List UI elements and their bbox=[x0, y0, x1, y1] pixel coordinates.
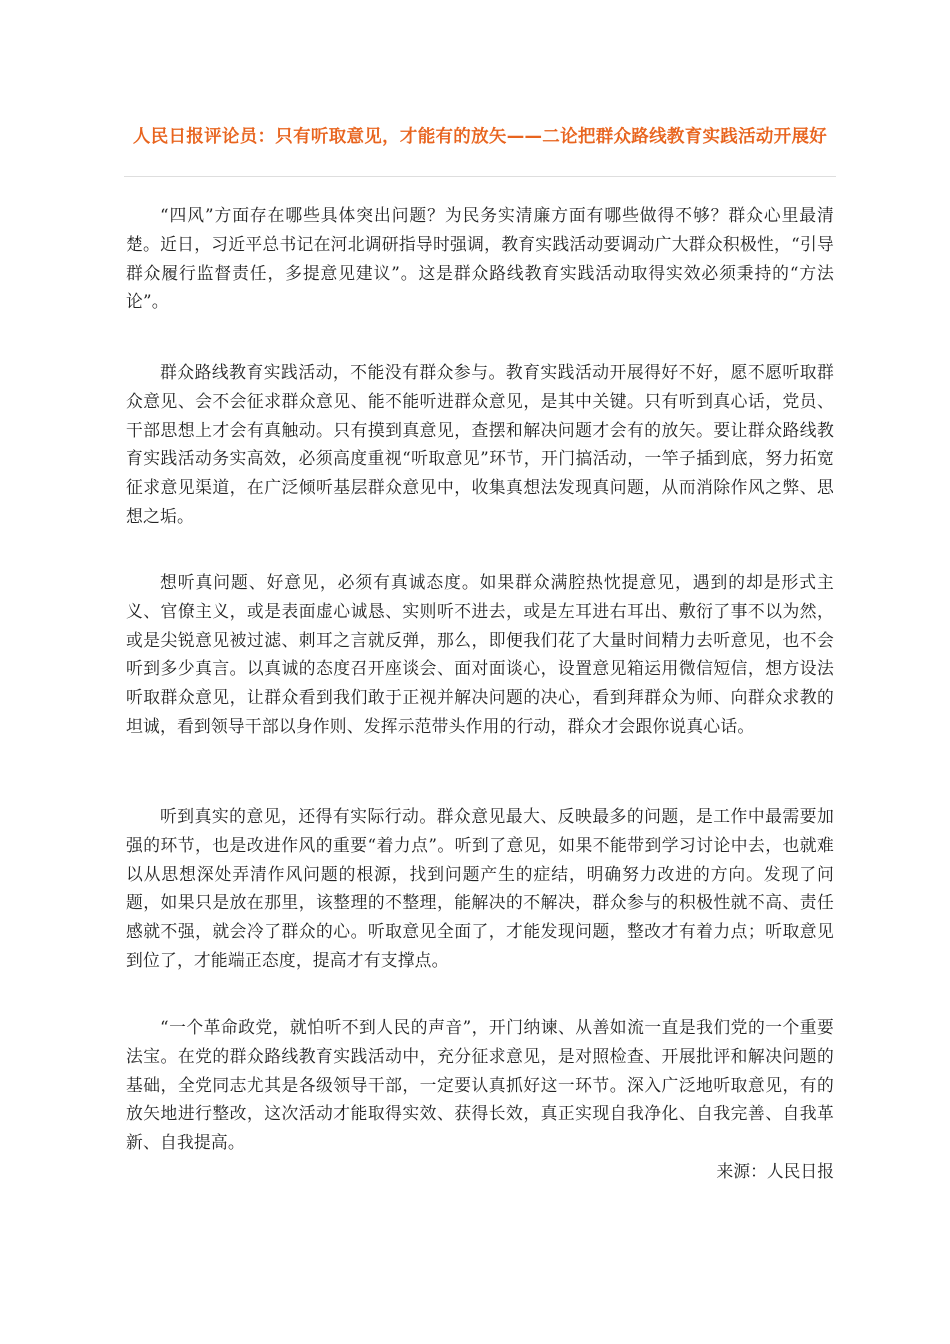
article-source: 来源：人民日报 bbox=[716, 1161, 834, 1181]
paragraph-4: 听到真实的意见，还得有实际行动。群众意见最大、反映最多的问题，是工作中最需要加强的环节，也是改进作风的重要“着力点”。听到了意见，如果不能带到学习讨论中去，也就难以从思想深处弄清作风问题的根源，找到问题产生的症结，明确努力改进的方向。发现了问题，如果只是放在那里，该整理的不整理，能解决的不解决，群众参与的积极性就不高、责任感就不强，就会冷了群众的心。听取意见全面了，才能发现问题，整改才有着力点；听取意见到位了，才能端正态度，提高才有支撑点。 bbox=[126, 806, 834, 970]
paragraph-5: “一个革命政党，就怕听不到人民的声音”，开门纳谏、从善如流一直是我们党的一个重要法宝。在党的群众路线教育实践活动中，充分征求意见，是对照检查、开展批评和解决问题的基础，全党同志尤其是各级领导干部，一定要认真抓好这一环节。深入广泛地听取意见，有的放矢地进行整改，这次活动才能取得实效、获得长效，真正实现自我净化、自我完善、自我革新、自我提高。 bbox=[126, 1017, 834, 1153]
paragraph-2: 群众路线教育实践活动，不能没有群众参与。教育实践活动开展得好不好，愿不愿听取群众意见、会不会征求群众意见、能不能听进群众意见，是其中关键。只有听到真心话，党员、干部思想上才会有真触动。只有摸到真意见，查摆和解决问题才会有的放矢。要让群众路线教育实践活动务实高效，必须高度重视“听取意见”环节，开门搞活动，一竿子插到底，努力拓宽征求意见渠道，在广泛倾听基层群众意见中，收集真想法发现真问题，从而消除作风之弊、思想之垢。 bbox=[126, 362, 834, 526]
article-title: 人民日报评论员：只有听取意见，才能有的放矢——二论把群众路线教育实践活动开展好 bbox=[132, 127, 828, 147]
paragraph-1: “四风”方面存在哪些具体突出问题？为民务实清廉方面有哪些做得不够？群众心里最清楚。近日，习近平总书记在河北调研指导时强调，教育实践活动要调动广大群众积极性，“引导群众履行监督责任，多提意见建议”。这是群众路线教育实践活动取得实效必须秉持的“方法论”。 bbox=[126, 205, 834, 312]
title-divider bbox=[124, 176, 836, 177]
paragraph-3: 想听真问题、好意见，必须有真诚态度。如果群众满腔热忱提意见，遇到的却是形式主义、官僚主义，或是表面虚心诚恳、实则听不进去，或是左耳进右耳出、敷衍了事不以为然，或是尖锐意见被过滤、刺耳之言就反弹，那么，即便我们花了大量时间精力去听意见，也不会听到多少真言。以真诚的态度召开座谈会、面对面谈心，设置意见箱运用微信短信，想方设法听取群众意见，让群众看到我们敢于正视并解决问题的决心，看到拜群众为师、向群众求教的坦诚，看到领导干部以身作则、发挥示范带头作用的行动，群众才会跟你说真心话。 bbox=[126, 572, 834, 736]
